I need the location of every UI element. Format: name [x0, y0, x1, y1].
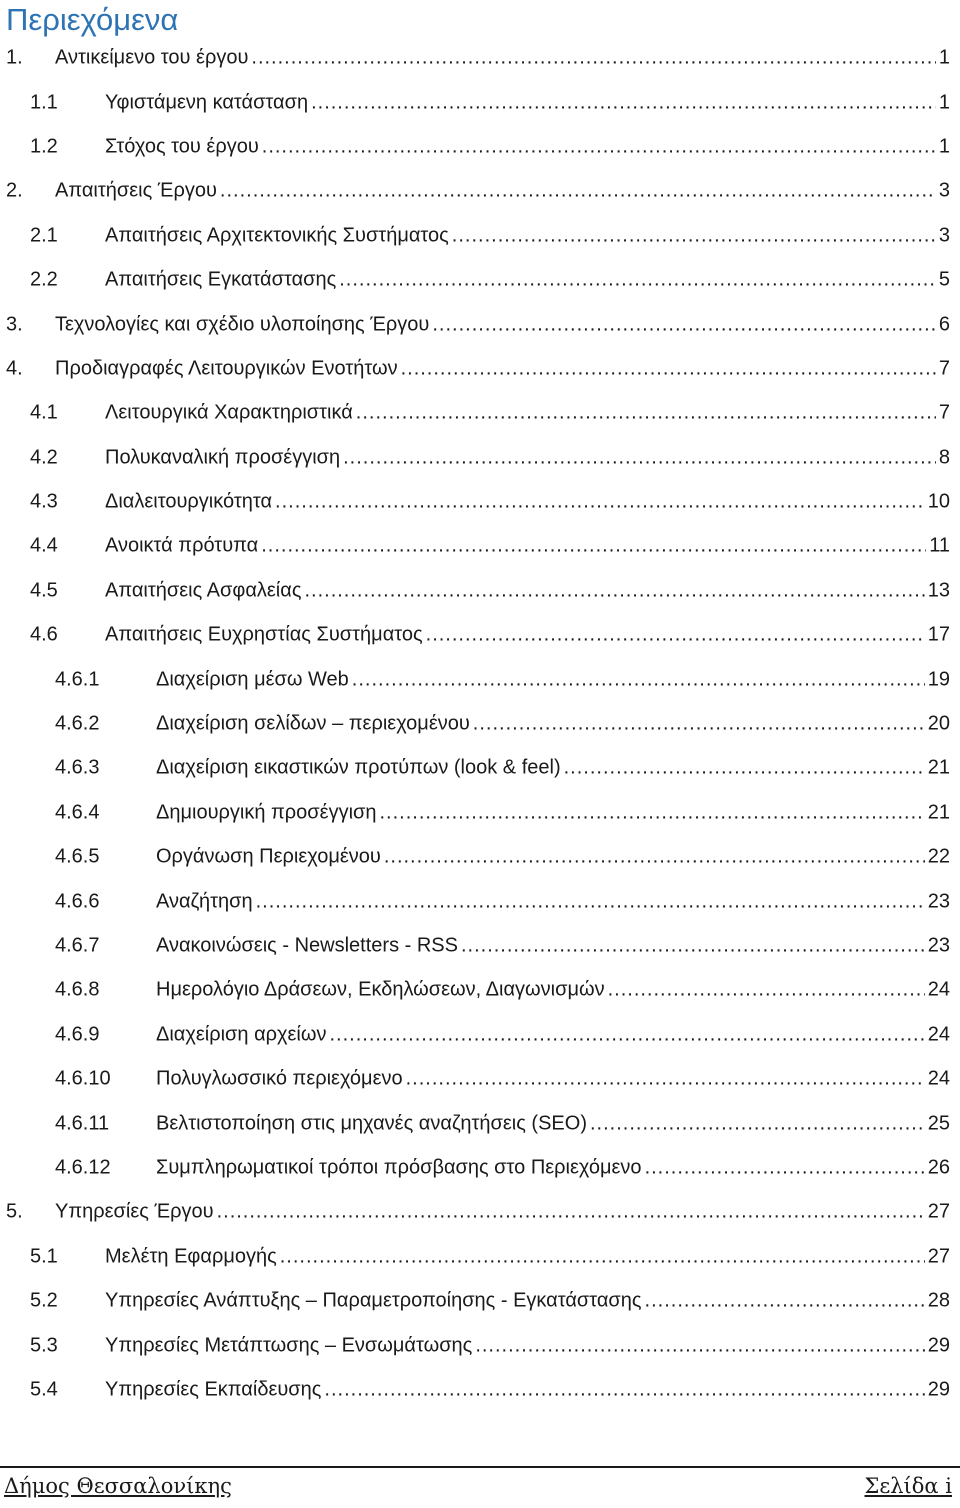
- toc-entry-number: 4.1: [30, 401, 58, 424]
- toc-entry-page: 24: [927, 1067, 950, 1090]
- toc-entry-page: 27: [927, 1245, 950, 1268]
- toc-entry-page: 25: [927, 1112, 950, 1135]
- toc-entry-page: 24: [927, 978, 950, 1001]
- toc-entry[interactable]: [0, 36, 960, 80]
- toc-entry-title: Διαλειτουργικότητα: [105, 490, 273, 513]
- toc-entry-number: 4.3: [30, 490, 58, 513]
- toc-entry-page: 3: [938, 179, 950, 202]
- toc-entry-page: 26: [927, 1156, 950, 1179]
- toc-entry[interactable]: [0, 214, 960, 258]
- toc-entry-number: 4.6.10: [55, 1067, 111, 1090]
- toc-entry-number: 4.6.4: [55, 801, 100, 824]
- toc-entry[interactable]: [0, 1323, 960, 1367]
- toc-dot-leader: [426, 624, 925, 647]
- toc-entry-line: [105, 269, 950, 292]
- toc-entry-page: 10: [927, 490, 950, 513]
- toc-entry-title: Αντικείμενο του έργου: [55, 46, 249, 69]
- toc-entry[interactable]: [0, 746, 960, 790]
- footer-page-number: Σελίδα i: [864, 1474, 952, 1498]
- toc-entry-line: [55, 357, 950, 380]
- toc-entry-page: 5: [938, 268, 950, 291]
- toc-dot-leader: [261, 535, 926, 558]
- toc-entry-number: 4.6.8: [55, 978, 100, 1001]
- toc-dot-leader: [475, 1334, 924, 1357]
- toc-entry-title: Διαχείριση μέσω Web: [156, 668, 349, 691]
- toc-entry-page: 3: [938, 224, 950, 247]
- toc-entry-title: Υφιστάμενη κατάσταση: [105, 91, 309, 114]
- toc-entry-number: 4.: [6, 357, 23, 380]
- toc-dot-leader: [432, 313, 936, 336]
- toc-entry-line: [55, 1201, 950, 1224]
- toc-entry-title: Προδιαγραφές Λειτουργικών Ενοτήτων: [55, 357, 398, 380]
- toc-entry-page: 21: [927, 801, 950, 824]
- toc-entry-line: [105, 446, 950, 469]
- toc-dot-leader: [461, 935, 925, 958]
- toc-dot-leader: [401, 357, 936, 380]
- toc-entry-line: [156, 1156, 950, 1179]
- toc-entry-number: 1.2: [30, 135, 58, 158]
- footer-divider: [0, 1466, 960, 1468]
- toc-entry-title: Απαιτήσεις Αρχιτεκτονικής Συστήματος: [105, 224, 449, 247]
- toc-entry-line: [156, 801, 950, 824]
- toc-entry-title: Διαχείριση αρχείων: [156, 1023, 327, 1046]
- toc-entry-title: Βελτιστοποίηση στις μηχανές αναζητήσεις (SEO): [156, 1112, 587, 1135]
- toc-entry-page: 1: [938, 46, 950, 69]
- toc-entry-page: 1: [938, 135, 950, 158]
- toc-entry-page: 11: [929, 534, 950, 557]
- toc-entry[interactable]: [0, 1101, 960, 1145]
- toc-dot-leader: [352, 668, 925, 691]
- toc-entry-page: 13: [927, 579, 950, 602]
- toc-entry[interactable]: [0, 347, 960, 391]
- toc-entry-page: 29: [927, 1378, 950, 1401]
- toc-entry-line: [105, 1290, 950, 1313]
- toc-entry-number: 1.1: [30, 91, 58, 114]
- toc-entry[interactable]: [0, 391, 960, 435]
- toc-entry-title: Συμπληρωματικοί τρόποι πρόσβασης στο Περιεχόμενο: [156, 1156, 642, 1179]
- toc-entry-title: Τεχνολογίες και σχέδιο υλοποίησης Έργου: [55, 313, 430, 336]
- toc-entry[interactable]: [0, 791, 960, 835]
- toc-entry-page: 17: [927, 623, 950, 646]
- toc-heading: Περιεχόμενα: [6, 2, 179, 37]
- toc-entry-number: 4.6.9: [55, 1023, 100, 1046]
- toc-entry-number: 4.6.11: [55, 1112, 110, 1135]
- toc-entry-line: [105, 491, 950, 514]
- toc-entry[interactable]: [0, 968, 960, 1012]
- toc-entry-page: 23: [927, 934, 950, 957]
- toc-entry-line: [105, 402, 950, 425]
- toc-entry-title: Μελέτη Εφαρμογής: [105, 1245, 277, 1268]
- toc-entry-title: Ανακοινώσεις - Newsletters - RSS: [156, 934, 458, 957]
- toc-entry-number: 4.6.6: [55, 890, 100, 913]
- toc-entry-page: 28: [927, 1289, 950, 1312]
- toc-dot-leader: [262, 135, 936, 158]
- toc-dot-leader: [256, 890, 925, 913]
- toc-dot-leader: [379, 801, 924, 824]
- toc-entry-number: 3.: [6, 313, 23, 336]
- toc-entry[interactable]: [0, 924, 960, 968]
- toc-entry-line: [105, 91, 950, 114]
- toc-entry-page: 21: [927, 756, 950, 779]
- toc-entry[interactable]: [0, 1279, 960, 1323]
- toc-entry-number: 4.6.3: [55, 756, 100, 779]
- toc-entry[interactable]: [0, 1368, 960, 1412]
- toc-entry[interactable]: [0, 835, 960, 879]
- toc-entry-title: Απαιτήσεις Ευχρηστίας Συστήματος: [105, 623, 423, 646]
- toc-entry-page: 23: [927, 890, 950, 913]
- toc-dot-leader: [280, 1245, 925, 1268]
- toc-entry[interactable]: [0, 125, 960, 169]
- toc-dot-leader: [343, 446, 936, 469]
- toc-dot-leader: [339, 269, 936, 292]
- toc-dot-leader: [356, 402, 936, 425]
- toc-entry-title: Οργάνωση Περιεχομένου: [156, 845, 381, 868]
- toc-dot-leader: [251, 47, 935, 70]
- toc-entry-line: [156, 935, 950, 958]
- toc-entry-title: Στόχος του έργου: [105, 135, 259, 158]
- toc-dot-leader: [304, 579, 924, 602]
- toc-entry-line: [156, 1023, 950, 1046]
- toc-entry-page: 7: [938, 357, 950, 380]
- toc-dot-leader: [384, 846, 925, 869]
- toc-entry-number: 5.: [6, 1200, 23, 1223]
- toc-entry-title: Υπηρεσίες Εκπαίδευσης: [105, 1378, 322, 1401]
- toc-entry-number: 2.2: [30, 268, 58, 291]
- toc-entry-line: [156, 979, 950, 1002]
- toc-entry-number: 5.3: [30, 1334, 58, 1357]
- toc-entry-title: Πολυκαναλική προσέγγιση: [105, 446, 341, 469]
- toc-entry[interactable]: [0, 613, 960, 657]
- toc-entry-line: [105, 535, 950, 558]
- toc-entry-page: 20: [927, 712, 950, 735]
- toc-entry-title: Υπηρεσίες Έργου: [55, 1200, 214, 1223]
- toc-entry-page: 7: [938, 401, 950, 424]
- toc-entry-number: 4.6.12: [55, 1156, 111, 1179]
- toc-entry-line: [105, 1334, 950, 1357]
- toc-entry-title: Διαχείριση εικαστικών προτύπων (look & feel): [156, 756, 561, 779]
- toc-entry-line: [156, 757, 950, 780]
- toc-entry-line: [105, 135, 950, 158]
- toc-entry-title: Ημερολόγιο Δράσεων, Εκδηλώσεων, Διαγωνισμών: [156, 978, 605, 1001]
- toc-entry-number: 4.6.5: [55, 845, 100, 868]
- toc-entry-number: 1.: [6, 46, 23, 69]
- toc-dot-leader: [608, 979, 925, 1002]
- toc-entry-page: 8: [938, 446, 950, 469]
- toc-entry[interactable]: [0, 436, 960, 480]
- toc-dot-leader: [311, 91, 936, 114]
- toc-entry-number: 4.2: [30, 446, 58, 469]
- toc-entry[interactable]: [0, 569, 960, 613]
- toc-dot-leader: [217, 1201, 925, 1224]
- toc-entry-page: 27: [927, 1200, 950, 1223]
- toc-entry-line: [156, 713, 950, 736]
- toc-entry[interactable]: [0, 302, 960, 346]
- toc-entry-number: 5.4: [30, 1378, 58, 1401]
- toc-entry-title: Ανοικτά πρότυπα: [105, 534, 259, 557]
- toc-dot-leader: [324, 1378, 924, 1401]
- toc-entry-number: 4.6: [30, 623, 58, 646]
- toc-entry[interactable]: [0, 480, 960, 524]
- toc-entry-line: [55, 47, 950, 70]
- toc-dot-leader: [452, 224, 936, 247]
- toc-entry-page: 6: [938, 313, 950, 336]
- toc-dot-leader: [645, 1290, 925, 1313]
- toc-entry-number: 4.6.7: [55, 934, 100, 957]
- toc-entry[interactable]: [0, 1057, 960, 1101]
- toc-entry-page: 24: [927, 1023, 950, 1046]
- toc-entry[interactable]: [0, 1013, 960, 1057]
- toc-entry-title: Αναζήτηση: [156, 890, 253, 913]
- toc-entry-number: 4.4: [30, 534, 58, 557]
- table-of-contents: [0, 36, 960, 1412]
- toc-dot-leader: [275, 491, 925, 514]
- toc-entry-line: [156, 890, 950, 913]
- toc-entry-page: 1: [938, 91, 950, 114]
- toc-dot-leader: [590, 1112, 925, 1135]
- toc-dot-leader: [645, 1156, 925, 1179]
- toc-entry-number: 2.1: [30, 224, 58, 247]
- toc-entry-number: 4.6.1: [55, 668, 100, 691]
- toc-entry-number: 2.: [6, 179, 23, 202]
- toc-entry-title: Απαιτήσεις Έργου: [55, 179, 217, 202]
- toc-entry[interactable]: [0, 1146, 960, 1190]
- toc-entry-number: 4.6.2: [55, 712, 100, 735]
- toc-entry[interactable]: [0, 258, 960, 302]
- toc-dot-leader: [406, 1068, 925, 1091]
- toc-entry-title: Υπηρεσίες Ανάπτυξης – Παραμετροποίησης - Εγκατάστασης: [105, 1289, 642, 1312]
- toc-entry-line: [55, 180, 950, 203]
- toc-entry-line: [156, 1068, 950, 1091]
- toc-entry-number: 4.5: [30, 579, 58, 602]
- toc-entry-line: [156, 846, 950, 869]
- toc-dot-leader: [220, 180, 936, 203]
- toc-entry-page: 22: [927, 845, 950, 868]
- toc-entry[interactable]: [0, 524, 960, 568]
- toc-entry[interactable]: [0, 169, 960, 213]
- toc-entry-line: [105, 624, 950, 647]
- toc-entry[interactable]: [0, 702, 960, 746]
- toc-entry-line: [105, 579, 950, 602]
- toc-entry-page: 29: [927, 1334, 950, 1357]
- toc-dot-leader: [329, 1023, 924, 1046]
- toc-entry[interactable]: [0, 1190, 960, 1234]
- toc-entry-line: [105, 224, 950, 247]
- toc-entry-title: Υπηρεσίες Μετάπτωσης – Ενσωμάτωσης: [105, 1334, 473, 1357]
- toc-entry-line: [156, 668, 950, 691]
- toc-entry-line: [105, 1378, 950, 1401]
- toc-entry-title: Απαιτήσεις Ασφαλείας: [105, 579, 302, 602]
- toc-entry-title: Λειτουργικά Χαρακτηριστικά: [105, 401, 353, 424]
- footer-organization: Δήμος Θεσσαλονίκης: [4, 1474, 232, 1498]
- toc-entry-line: [105, 1245, 950, 1268]
- toc-dot-leader: [473, 713, 925, 736]
- toc-entry-title: Δημιουργική προσέγγιση: [156, 801, 377, 824]
- toc-entry[interactable]: [0, 80, 960, 124]
- toc-entry-title: Απαιτήσεις Εγκατάστασης: [105, 268, 337, 291]
- toc-entry-line: [55, 313, 950, 336]
- toc-entry[interactable]: [0, 657, 960, 701]
- toc-entry-page: 19: [927, 668, 950, 691]
- toc-entry[interactable]: [0, 879, 960, 923]
- toc-entry[interactable]: [0, 1235, 960, 1279]
- toc-entry-title: Πολυγλωσσικό περιεχόμενο: [156, 1067, 403, 1090]
- toc-entry-number: 5.2: [30, 1289, 58, 1312]
- toc-entry-number: 5.1: [30, 1245, 58, 1268]
- toc-dot-leader: [564, 757, 925, 780]
- toc-entry-title: Διαχείριση σελίδων – περιεχομένου: [156, 712, 470, 735]
- toc-entry-line: [156, 1112, 950, 1135]
